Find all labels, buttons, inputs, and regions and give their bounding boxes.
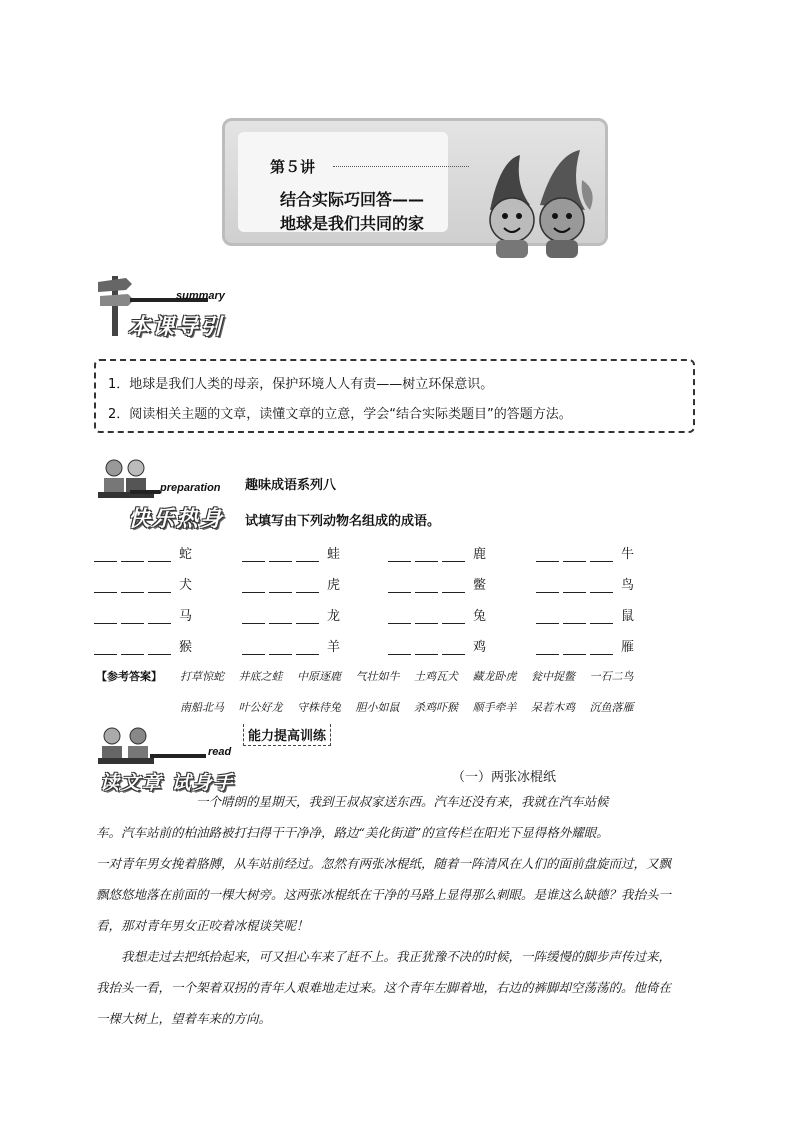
blank[interactable]	[590, 641, 613, 655]
idiom-animal: 鼠	[621, 609, 635, 624]
blank[interactable]	[415, 641, 438, 655]
blank[interactable]	[563, 610, 586, 624]
blank[interactable]	[590, 610, 613, 624]
blank[interactable]	[415, 610, 438, 624]
lecture-title-line2: 地球是我们共同的家	[280, 214, 425, 233]
blank[interactable]	[242, 579, 265, 593]
objective-item: 2．阅读相关主题的文章，读懂文章的立意，学会“结合实际类题目”的答题方法。	[108, 407, 572, 422]
idiom-animal: 鳖	[473, 578, 487, 593]
answers-row: 南船北马 叶公好龙 守株待兔 胆小如鼠 杀鸡吓猴 顺手牵羊 呆若木鸡 沉鱼落雁	[180, 701, 634, 714]
blank[interactable]	[148, 548, 171, 562]
summary-label: summary	[176, 290, 225, 302]
idiom-animal: 鸟	[621, 578, 635, 593]
idiom-item[interactable]	[388, 540, 486, 562]
idiom-animal: 鹿	[473, 547, 487, 562]
blank[interactable]	[536, 548, 559, 562]
preparation-bar	[130, 490, 160, 494]
idiom-item[interactable]	[388, 571, 486, 593]
summary-title: 本课导引	[128, 315, 225, 340]
article-line: 一棵大树上，望着车来的方向。	[96, 1011, 272, 1026]
read-label: read	[208, 746, 232, 758]
children-illustration	[96, 458, 156, 506]
blank[interactable]	[242, 548, 265, 562]
blank[interactable]	[442, 579, 465, 593]
idiom-animal: 雁	[621, 640, 635, 655]
objective-item: 1．地球是我们人类的母亲，保护环境人人有责——树立环保意识。	[108, 377, 494, 392]
blank[interactable]	[388, 579, 411, 593]
lecture-title-line1: 结合实际巧回答——	[280, 190, 425, 209]
article-line: 车。汽车站前的柏油路被打扫得干干净净，路边“美化街道”的宣传栏在阳光下显得格外耀眼。	[96, 825, 609, 840]
preparation-label: preparation	[160, 482, 221, 494]
read-bar	[150, 754, 206, 758]
blank[interactable]	[269, 579, 292, 593]
idiom-item[interactable]	[242, 633, 340, 655]
idiom-animal: 虎	[327, 578, 341, 593]
idiom-item[interactable]	[536, 602, 634, 624]
idiom-animal: 猴	[179, 640, 193, 655]
blank[interactable]	[296, 579, 319, 593]
blank[interactable]	[388, 610, 411, 624]
idiom-item[interactable]	[536, 633, 634, 655]
blank[interactable]	[442, 548, 465, 562]
idiom-item[interactable]	[388, 602, 486, 624]
lecture-divider	[333, 166, 469, 167]
blank[interactable]	[563, 641, 586, 655]
idiom-item[interactable]	[94, 633, 192, 655]
article-line: 我抬头一看，一个架着双拐的青年人艰难地走过来。这个青年左脚着地，右边的裤脚却空荡荡的。他倚在	[96, 980, 672, 995]
blank[interactable]	[415, 548, 438, 562]
idiom-animal: 牛	[621, 547, 635, 562]
article-line: 我想走过去把纸拾起来，可又担心车来了赶不上。我正犹豫不决的时候，一阵缓慢的脚步声传过来，	[96, 949, 672, 964]
blank[interactable]	[94, 548, 117, 562]
idiom-item[interactable]	[94, 540, 192, 562]
blank[interactable]	[536, 641, 559, 655]
blank[interactable]	[296, 641, 319, 655]
blank[interactable]	[94, 610, 117, 624]
blank[interactable]	[269, 610, 292, 624]
blank[interactable]	[563, 548, 586, 562]
preparation-title: 快乐热身	[128, 507, 225, 532]
idiom-item[interactable]	[536, 571, 634, 593]
blank[interactable]	[121, 579, 144, 593]
blank[interactable]	[148, 579, 171, 593]
idiom-item[interactable]	[242, 571, 340, 593]
idiom-animal: 蛙	[327, 547, 341, 562]
blank[interactable]	[94, 641, 117, 655]
lecture-number: 第５讲	[270, 158, 316, 176]
article-line: 一个晴朗的星期天，我到王叔叔家送东西。汽车还没有来，我就在汽车站候	[96, 794, 609, 809]
blank[interactable]	[415, 579, 438, 593]
idiom-item[interactable]	[94, 602, 192, 624]
blank[interactable]	[536, 579, 559, 593]
training-label: 能力提高训练	[243, 724, 331, 746]
idiom-item[interactable]	[536, 540, 634, 562]
article-line: 一对青年男女挽着胳膊，从车站前经过。忽然有两张冰棍纸，随着一阵清风在人们的面前盘旋而过，又飘	[96, 856, 672, 871]
blank[interactable]	[121, 548, 144, 562]
blank[interactable]	[242, 641, 265, 655]
blank[interactable]	[590, 548, 613, 562]
blank[interactable]	[269, 641, 292, 655]
blank[interactable]	[242, 610, 265, 624]
blank[interactable]	[442, 641, 465, 655]
idiom-item[interactable]	[242, 602, 340, 624]
idiom-item[interactable]	[388, 633, 486, 655]
article-title: （一）两张冰棍纸	[452, 770, 557, 785]
reading-illustration	[96, 726, 156, 772]
article-line: 飘悠悠地落在前面的一棵大树旁。这两张冰棍纸在干净的马路上显得那么刺眼。是谁这么缺德？我抬头一	[96, 887, 672, 902]
blank[interactable]	[388, 548, 411, 562]
blank[interactable]	[536, 610, 559, 624]
objectives-box	[94, 359, 695, 433]
mascot-illustration	[470, 150, 600, 260]
blank[interactable]	[94, 579, 117, 593]
idiom-animal: 犬	[179, 578, 193, 593]
blank[interactable]	[296, 610, 319, 624]
blank[interactable]	[563, 579, 586, 593]
blank[interactable]	[590, 579, 613, 593]
blank[interactable]	[121, 610, 144, 624]
blank[interactable]	[442, 610, 465, 624]
blank[interactable]	[148, 610, 171, 624]
series-heading: 趣味成语系列八	[245, 478, 337, 493]
exercise-instruction: 试填写由下列动物名组成的成语。	[245, 514, 441, 529]
answers-row: 打草惊蛇 井底之蛙 中原逐鹿 气壮如牛 土鸡瓦犬 藏龙卧虎 瓮中捉鳖 一石二鸟	[180, 670, 634, 683]
idiom-animal: 马	[179, 609, 193, 624]
blank[interactable]	[121, 641, 144, 655]
idiom-animal: 龙	[327, 609, 341, 624]
idiom-animal: 羊	[327, 640, 341, 655]
blank[interactable]	[296, 548, 319, 562]
read-title: 读文章 试身手	[100, 772, 235, 794]
blank[interactable]	[388, 641, 411, 655]
answer-label: 【参考答案】	[96, 670, 162, 683]
idiom-animal: 兔	[473, 609, 487, 624]
idiom-item[interactable]	[242, 540, 340, 562]
idiom-animal: 鸡	[473, 640, 487, 655]
article-line: 看，那对青年男女正咬着冰棍谈笑呢！	[96, 918, 309, 933]
idiom-animal: 蛇	[179, 547, 193, 562]
blank[interactable]	[269, 548, 292, 562]
blank[interactable]	[148, 641, 171, 655]
lecture-title	[280, 188, 424, 236]
idiom-item[interactable]	[94, 571, 192, 593]
